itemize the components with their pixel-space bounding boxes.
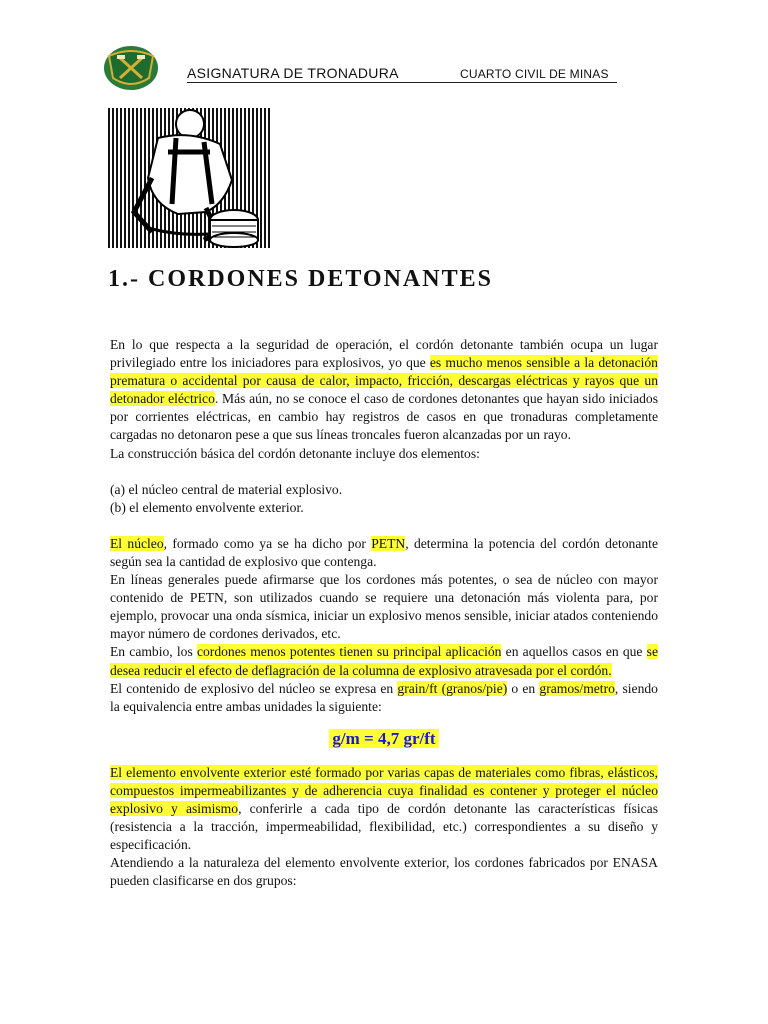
spacer: [110, 463, 658, 481]
conversion-formula: [110, 730, 658, 748]
paragraph-safety: [110, 336, 658, 445]
paragraph-construction: La construcción básica del cordón detonante incluye dos elementos:: [110, 445, 480, 461]
paragraph-nucleus: [110, 535, 658, 571]
highlighted-text: se desea reducir el efecto de deflagración de la columna de explosivo atravesada por el cordón.: [110, 644, 658, 678]
text-run: en aquellos casos en que: [501, 644, 647, 660]
formula-text: g/m = 4,7 gr/ft: [329, 729, 438, 748]
text-run: En lo que respecta a la seguridad de operación, el cordón detonante también ocupa un lugar privilegiado entre los iniciadores para explosivos, yo que: [110, 337, 658, 371]
course-level: CUARTO CIVIL DE MINAS: [460, 67, 609, 81]
highlighted-text: El elemento envolvente exterior esté formado por varias capas de materiales como fibras, elásticos, compuestos impermeabilizantes y de adherencia cuya finalidad es contener y proteger el núcleo explosivo y asimismo: [110, 764, 658, 817]
highlighted-text: gramos/metro: [539, 680, 615, 696]
highlighted-text: El núcleo: [110, 535, 164, 551]
body-text: [110, 336, 658, 891]
text-run: , determina la potencia del cordón detonante según sea la cantidad de explosivo que contenga.: [110, 535, 658, 569]
header-divider: [187, 82, 617, 83]
highlighted-text: es mucho menos sensible a la detonación prematura o accidental por causa de calor, impacto, fricción, descargas eléctricas y rayos que un detonador eléctrico: [110, 355, 658, 407]
highlighted-text: cordones menos potentes tienen su principal aplicación: [196, 644, 502, 660]
text-run: El contenido de explosivo del núcleo se expresa en: [110, 680, 398, 696]
highlighted-text: PETN: [371, 535, 406, 551]
list-item: (b) el elemento envolvente exterior.: [110, 499, 304, 515]
text-run: . Más aún, no se conoce el caso de cordones detonantes que hayan sido iniciados por corrientes eléctricas, en cambio hay registros de casos en que tronaduras completamente cargadas no detonaron pese a que sus líneas troncales fueron alcanzadas por un rayo.: [110, 391, 658, 443]
text-run: En cambio, los: [110, 644, 197, 660]
section-title: 1.- CORDONES DETONANTES: [108, 266, 493, 292]
paragraph-less-potent-cords: [110, 643, 658, 679]
text-run: , siendo la equivalencia entre ambas unidades la siguiente:: [110, 680, 658, 714]
paragraph-classification: Atendiendo a la naturaleza del elemento envolvente exterior, los cordones fabricados por ENASA pueden clasificarse en dos grupos:: [110, 855, 658, 889]
text-run: , conferirle a cada tipo de cordón detonante las características físicas (resistencia a la tracción, impermeabilidad, flexibilidad, etc.) correspondientes a su diseño y especificación.: [110, 801, 658, 853]
paragraph-potent-cords: En líneas generales puede afirmarse que los cordones más potentes, o sea de núcleo con mayor contenido de PETN, son utilizados cuando se requiere una detonación más violenta para, por ejemplo, provocar una onda sísmica, iniciar un explosivo menos sensible, iniciar atados conteniendo mayor número de cordones derivados, etc.: [110, 572, 658, 642]
paragraph-envelope: [110, 764, 658, 854]
logo-icon: [103, 44, 159, 92]
worker-with-cable-reel-icon: [108, 108, 270, 248]
spacer: [110, 517, 658, 535]
highlighted-text: grain/ft (granos/pie): [397, 680, 508, 696]
course-name: ASIGNATURA DE TRONADURA: [187, 65, 399, 81]
text-run: o en: [507, 680, 540, 696]
paragraph-content-units: [110, 680, 658, 716]
text-run: , formado como ya se ha dicho por: [163, 535, 372, 551]
list-item: (a) el núcleo central de material explosivo.: [110, 481, 343, 497]
